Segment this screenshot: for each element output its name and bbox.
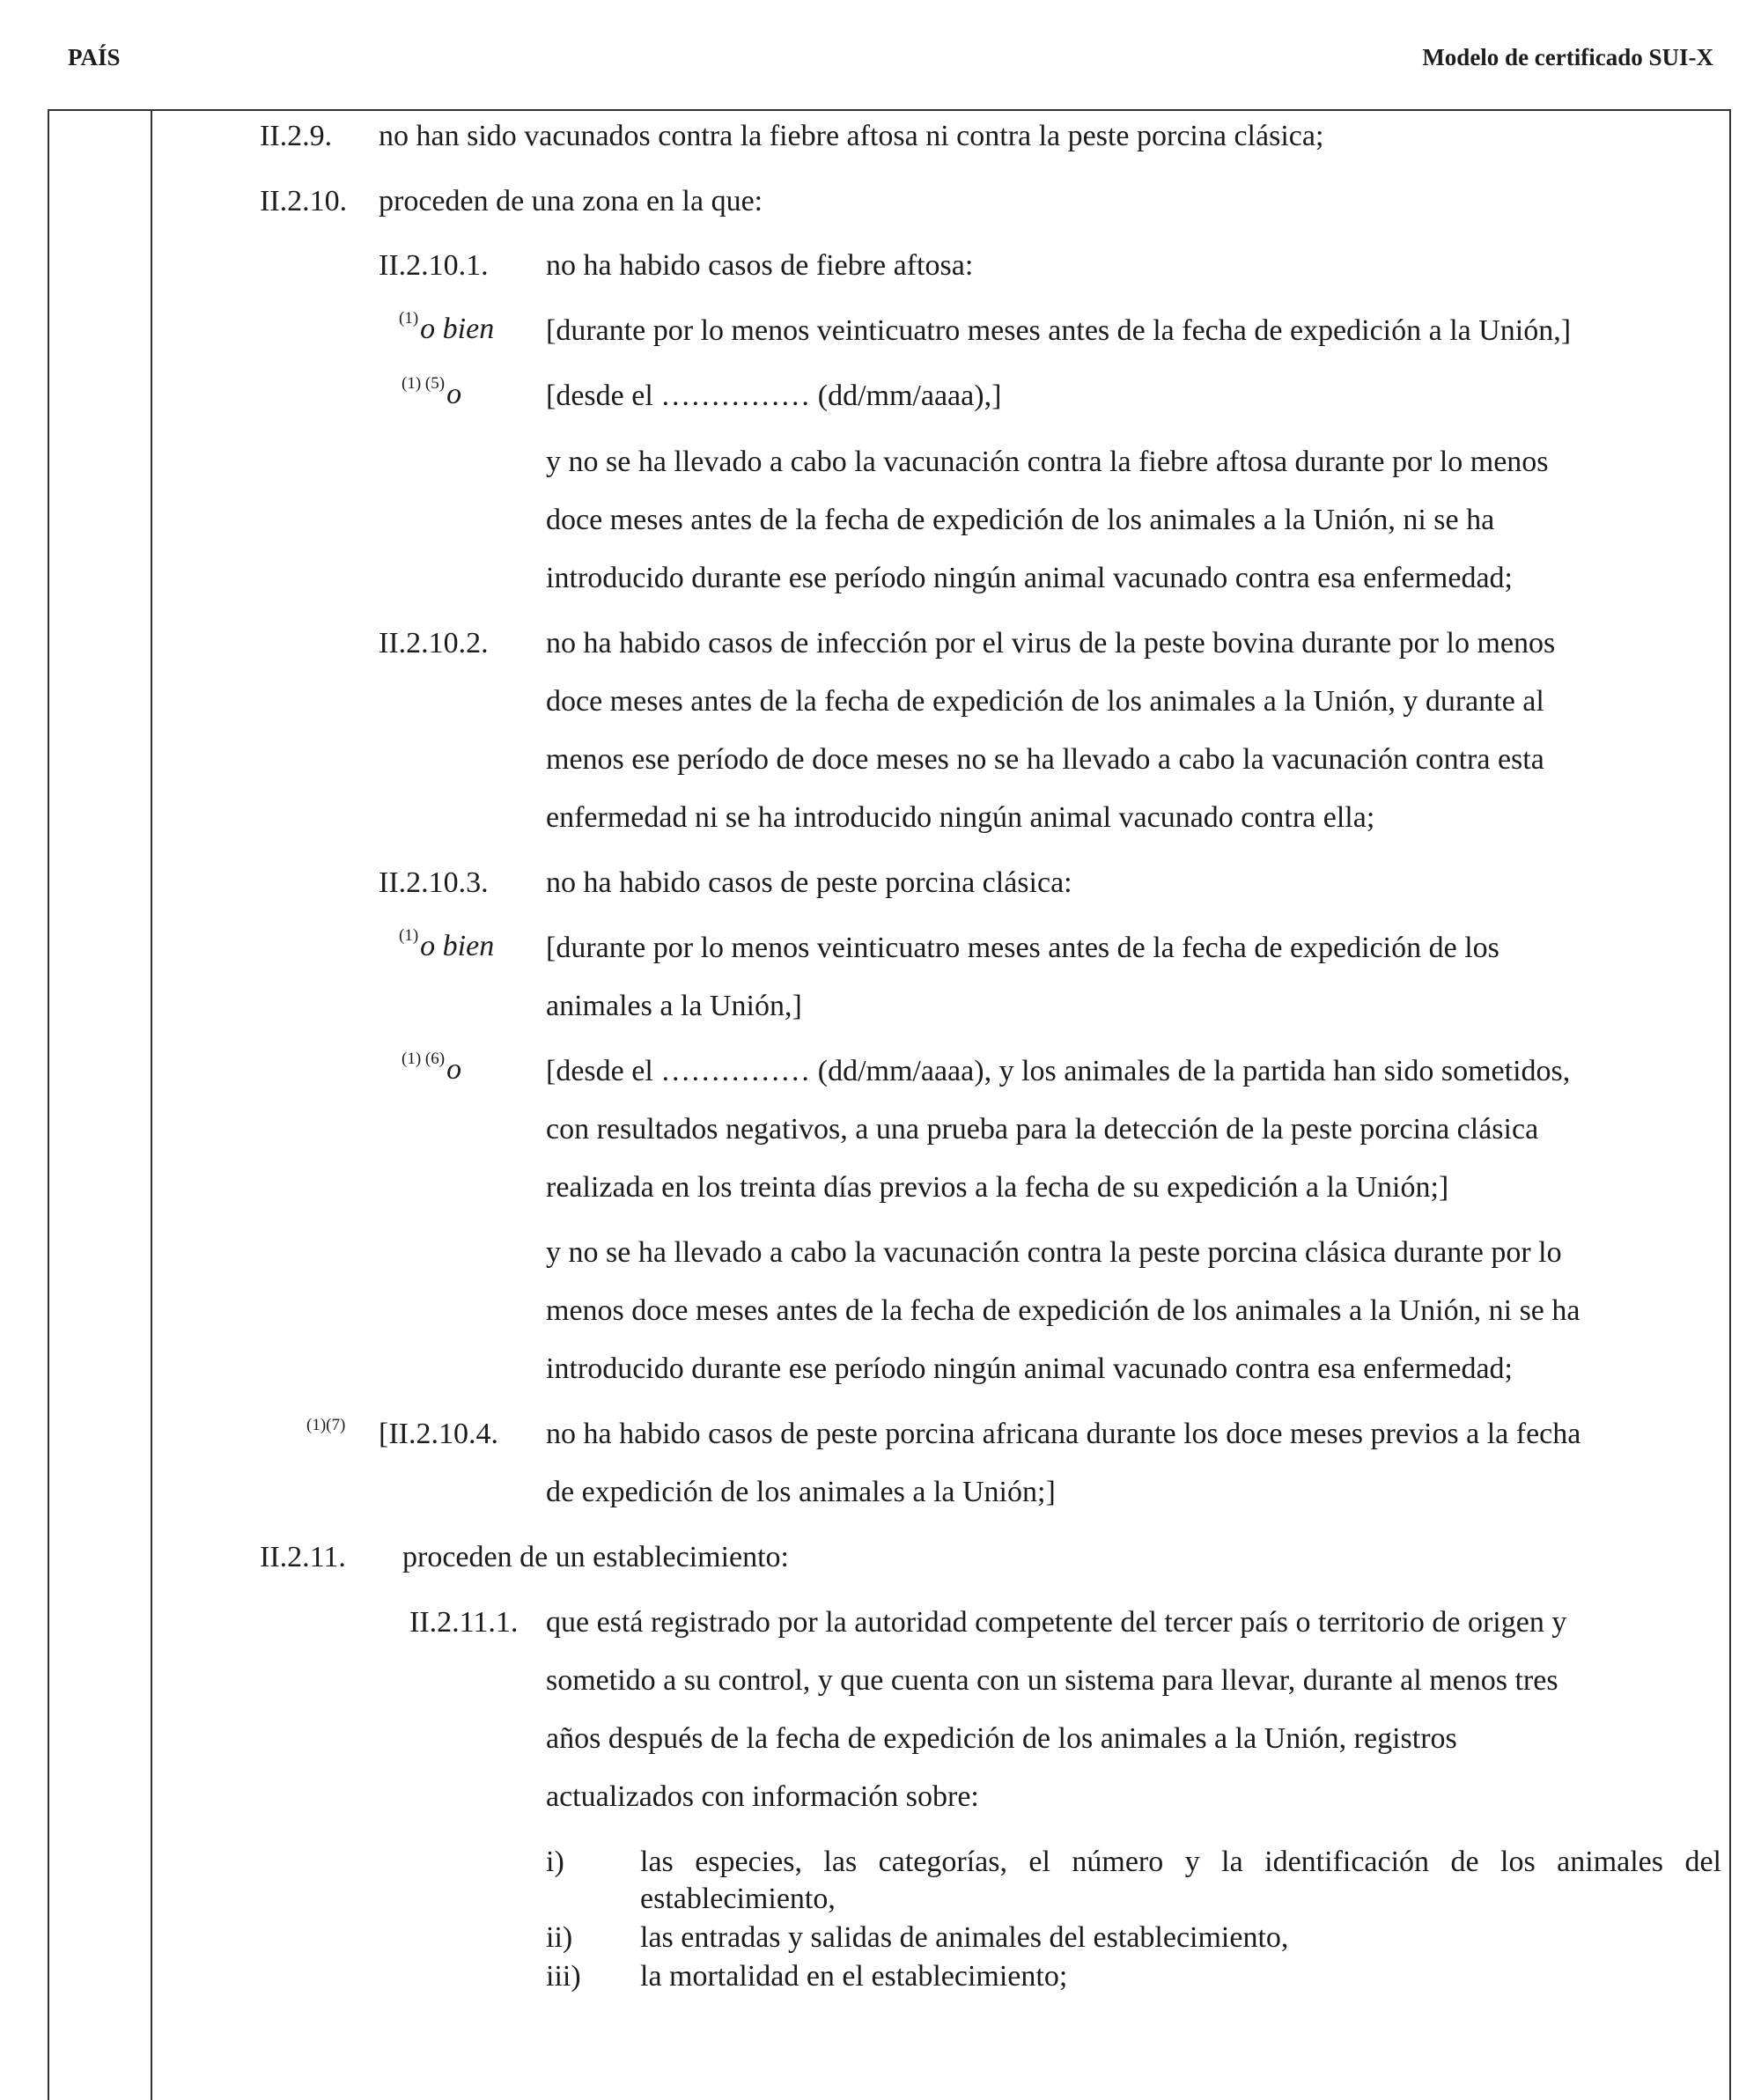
list-item-i-line1: las especies, las categorías, el número y la identificación de los animales del (640, 1846, 1721, 1878)
section-number-2-10: II.2.10. (260, 185, 348, 217)
option-marker (402, 374, 462, 411)
text-line: no ha habido casos de infección por el virus de la peste bovina durante por lo menos (546, 627, 1556, 659)
text-line: no ha habido casos de fiebre aftosa: (546, 249, 974, 282)
header-model: Modelo de certificado SUI-X (1422, 44, 1713, 70)
footnote-ref: (1) (6) (402, 1050, 446, 1068)
section-number-2-11: II.2.11. (260, 1541, 346, 1573)
text-line: [durante por lo menos veinticuatro meses antes de la fecha de expedición de los (546, 932, 1499, 964)
text-line: doce meses antes de la fecha de expedición de los animales a la Unión, ni se ha (546, 504, 1495, 536)
footnote-ref: (1)(7) (306, 1416, 346, 1434)
option-word: o bien (420, 313, 495, 345)
text-line: no ha habido casos de peste porcina africana durante los doce meses previos a la fecha (546, 1418, 1581, 1450)
text-line: realizada en los treinta días previos a la fecha de su expedición a la Unión;] (546, 1171, 1449, 1204)
option-marker (399, 926, 495, 963)
option-marker (402, 1050, 462, 1087)
text-line: introducido durante ese período ningún animal vacunado contra esa enfermedad; (546, 1352, 1513, 1385)
section-number-2-10-1: II.2.10.1. (379, 249, 489, 282)
text-line: y no se ha llevado a cabo la vacunación contra la fiebre aftosa durante por lo menos (546, 446, 1549, 478)
list-item-ii: las entradas y salidas de animales del establecimiento, (640, 1921, 1289, 1954)
text-line: proceden de una zona en la que: (379, 185, 763, 217)
list-marker-i: i) (546, 1846, 564, 1878)
list-marker-iii: iii) (546, 1960, 581, 1993)
option-word: o bien (420, 930, 495, 962)
text-line: y no se ha llevado a cabo la vacunación contra la peste porcina clásica durante por lo (546, 1236, 1562, 1269)
text-line: menos doce meses antes de la fecha de expedición de los animales a la Unión, ni se ha (546, 1294, 1580, 1327)
option-word: o (446, 378, 462, 410)
text-line: de expedición de los animales a la Unión;] (546, 1476, 1056, 1508)
text-line: doce meses antes de la fecha de expedición de los animales a la Unión, y durante al (546, 685, 1544, 718)
frame-inner-border (151, 111, 152, 2100)
text-line: [desde el …………… (dd/mm/aaaa), y los animales de la partida han sido sometidos, (546, 1055, 1571, 1087)
footnote-ref: (1) (5) (402, 374, 446, 393)
text-line: introducido durante ese período ningún animal vacunado contra esa enfermedad; (546, 562, 1513, 594)
text-line: con resultados negativos, a una prueba para la detección de la peste porcina clásica (546, 1113, 1539, 1146)
list-marker-ii: ii) (546, 1921, 573, 1954)
frame-right-border (1729, 111, 1731, 2100)
text-line: proceden de un establecimiento: (402, 1541, 789, 1573)
text-line: enfermedad ni se ha introducido ningún animal vacunado contra ella; (546, 801, 1375, 834)
footnote-ref: (1) (399, 309, 419, 328)
section-number-2-9: II.2.9. (260, 120, 333, 152)
text-line: no ha habido casos de peste porcina clásica: (546, 866, 1072, 899)
footnote-ref: (1) (399, 926, 419, 945)
text-line: que está registrado por la autoridad competente del tercer país o territorio de origen y (546, 1606, 1567, 1639)
section-number-2-11-1: II.2.11.1. (409, 1606, 519, 1639)
section-number-2-10-3: II.2.10.3. (379, 866, 489, 899)
option-word: o (446, 1053, 462, 1086)
text-line: menos ese período de doce meses no se ha llevado a cabo la vacunación contra esta (546, 743, 1544, 776)
text-line: actualizados con información sobre: (546, 1780, 979, 1813)
header-country: PAÍS (68, 44, 121, 70)
text-line: años después de la fecha de expedición de los animales a la Unión, registros (546, 1722, 1457, 1755)
section-number-2-10-4: [II.2.10.4. (379, 1418, 498, 1450)
text-line: [durante por lo menos veinticuatro meses antes de la fecha de expedición a la Unión,] (546, 314, 1572, 347)
list-item-iii: la mortalidad en el establecimiento; (640, 1960, 1068, 1993)
option-marker (399, 309, 495, 346)
text-line: animales a la Unión,] (546, 990, 802, 1022)
section-number-2-10-2: II.2.10.2. (379, 627, 489, 659)
frame-left-border (48, 111, 49, 2100)
text-line: sometido a su control, y que cuenta con un sistema para llevar, durante al menos tres (546, 1664, 1558, 1697)
text-line: no han sido vacunados contra la fiebre aftosa ni contra la peste porcina clásica; (379, 120, 1324, 152)
list-item-i-line2: establecimiento, (640, 1883, 836, 1915)
text-line: [desde el …………… (dd/mm/aaaa),] (546, 379, 1002, 412)
